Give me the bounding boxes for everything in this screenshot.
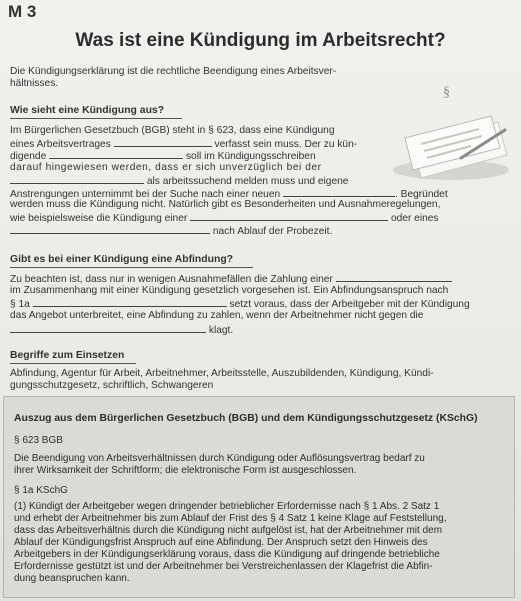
section2-heading: Gibt es bei einer Kündigung eine Abfindung? xyxy=(10,254,234,265)
box-para2-line-1: (1) Kündigt der Arbeitgeber wegen dringender betrieblicher Erfordernisse nach § 1 Abs. 2 Satz 1 xyxy=(14,501,440,512)
box-para2-line-7: dung beanspruchen kann. xyxy=(14,573,130,584)
s1-line-3: digende soll im Kündigungsschreiben xyxy=(10,151,316,162)
gap-blank[interactable] xyxy=(33,297,227,307)
section2-heading-underline xyxy=(10,267,253,268)
box-para2-line-6: Erfordernisse gestützt ist und der Arbeitnehmer bei Verstreichenlassen der Klagefrist die Abfin- xyxy=(14,561,433,572)
gap-blank[interactable] xyxy=(49,149,183,159)
s1-line-1: Im Bürgerlichen Gesetzbuch (BGB) steht in § 623, dass eine Kündigung xyxy=(10,125,335,136)
s2-line-2: im Zusammenhang mit einer Kündigung gesetzlich vorgesehen ist. Ein Abfindungsanspruch nach xyxy=(10,285,449,296)
gap-blank[interactable] xyxy=(283,187,395,197)
gap-blank[interactable] xyxy=(10,174,144,184)
s2-line-5: klagt. xyxy=(10,323,233,337)
section3-heading: Begriffe zum Einsetzen xyxy=(10,350,125,361)
word-bank-line-1: Abfindung, Agentur für Arbeit, Arbeitnehmer, Arbeitsstelle, Auszubildenden, Kündigung, Kündi- xyxy=(10,368,434,379)
s2-line-3: § 1a setzt voraus, dass der Arbeitgeber mit der Kündigung xyxy=(10,299,470,310)
s1-line-7: werden muss die Kündigung nicht. Natürlich gibt es Besonderheiten und Ausnahmeregelungen, xyxy=(10,199,441,210)
gap-blank[interactable] xyxy=(190,211,388,221)
s1-line-8: wie beispielsweise die Kündigung einer oder eines xyxy=(10,213,439,224)
document-with-pen-icon xyxy=(383,60,515,192)
section1-heading-underline xyxy=(10,118,182,119)
box-para2-heading: § 1a KSchG xyxy=(14,485,68,496)
box-para1-line-1: Die Beendigung von Arbeitsverhältnissen durch Kündigung oder Auflösungsvertrag bedarf zu xyxy=(14,453,425,464)
box-heading: Auszug aus dem Bürgerlichen Gesetzbuch (BGB) und dem Kündigungsschutzgesetz (KSchG) xyxy=(14,413,478,424)
s1-line-2: eines Arbeitsvertrages verfasst sein muss. Der zu kün- xyxy=(10,139,358,150)
box-para2-line-3: dass das Arbeitsverhältnis durch die Kündigung nicht aufgelöst ist, hat der Arbeitnehmer mit dem xyxy=(14,525,443,536)
s1-line-5: als arbeitssuchend melden muss und eigene xyxy=(10,174,348,188)
law-extract-box xyxy=(3,396,515,598)
s2-line-4: das Angebot unterbreitet, eine Abfindung zu zahlen, wenn der Arbeitnehmer nicht gegen die xyxy=(10,310,424,321)
material-label: M 3 xyxy=(8,2,37,21)
s1-line-4: darauf hingewiesen werden, dass er sich unverzüglich bei der xyxy=(10,162,322,173)
box-para2-line-2: und erhebt der Arbeitnehmer bis zum Ablauf der Frist des § 4 Satz 1 keine Klage auf Feststellung, xyxy=(14,513,447,524)
box-para2-line-5: Arbeitgebers in der Kündigungserklärung voraus, dass die Kündigung auf dringende betriebliche xyxy=(14,549,440,560)
word-bank-line-2: gungsschutzgesetz, schriftlich, Schwangeren xyxy=(10,380,214,391)
page-title: Was ist eine Kündigung im Arbeitsrecht? xyxy=(75,30,446,51)
section3-heading-underline xyxy=(10,363,136,364)
paragraph-sign: § xyxy=(443,85,450,100)
gap-blank[interactable] xyxy=(10,323,206,333)
intro-line-2: hältnisses. xyxy=(10,78,59,89)
box-para1-heading: § 623 BGB xyxy=(14,435,63,446)
s2-line-1: Zu beachten ist, dass nur in wenigen Ausnahmefällen die Zahlung einer xyxy=(10,272,452,286)
section1-heading: Wie sieht eine Kündigung aus? xyxy=(10,105,165,116)
intro-line-1: Die Kündigungserklärung ist die rechtliche Beendigung eines Arbeitsver- xyxy=(10,66,337,77)
gap-blank[interactable] xyxy=(10,224,210,234)
s1-line-9: nach Ablauf der Probezeit. xyxy=(10,224,332,238)
gap-blank[interactable] xyxy=(336,272,452,282)
gap-blank[interactable] xyxy=(114,137,212,147)
box-para1-line-2: ihrer Wirksamkeit der Schriftform; die elektronische Form ist ausgeschlossen. xyxy=(14,465,357,476)
box-para2-line-4: Ablauf der Kündigungsfrist Anspruch auf eine Abfindung. Der Anspruch setzt den Hinweis des xyxy=(14,537,428,548)
s1-line-6: Anstrengungen unternimmt bei der Suche nach einer neuen . Begründet xyxy=(10,189,448,200)
